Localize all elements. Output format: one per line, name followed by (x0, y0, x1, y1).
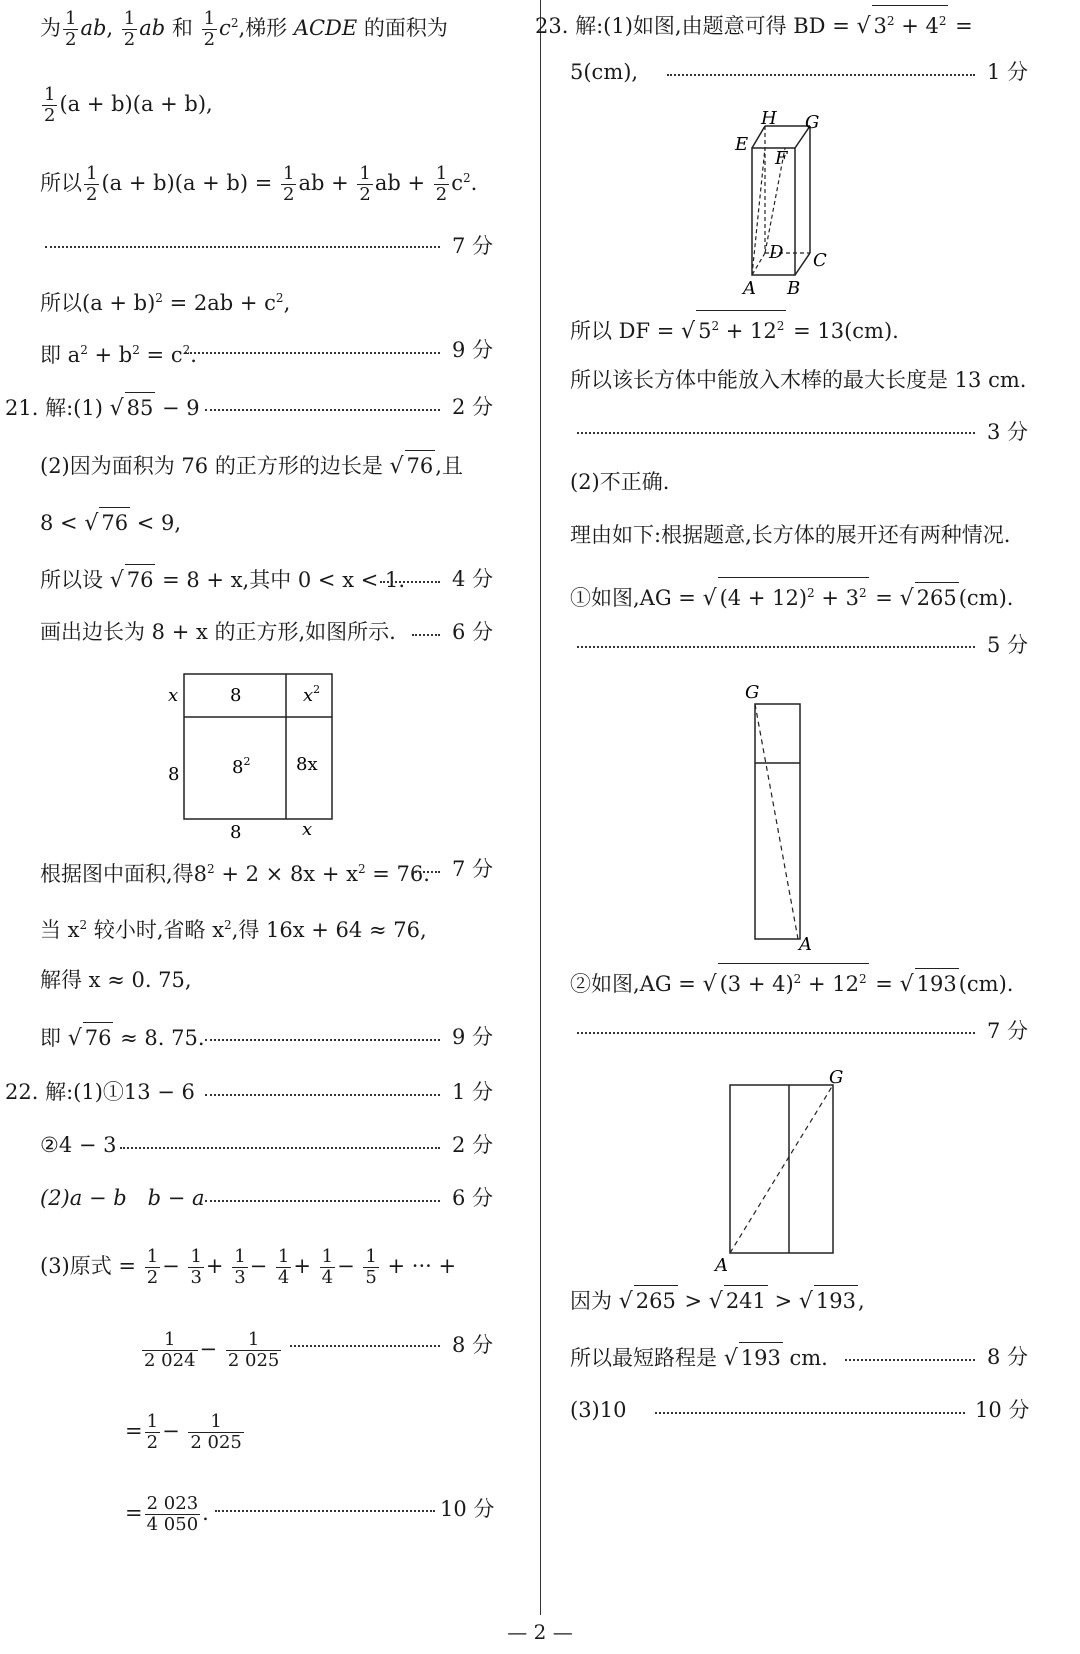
label-8x-right: 8x (296, 754, 318, 775)
fraction: $\frac{1}{2}$ (359, 163, 371, 205)
text-line: 理由如下:根据题意,长方体的展开还有两种情况. (570, 523, 1011, 547)
fraction: $\frac{1}{2}$ (65, 8, 77, 50)
text-line: 所以 $\frac{1}{2}$ (a + b)(a + b) = $\frac{1}{2}$ ab + $\frac{1}{2}$ ab + $\frac{1}{2}$ $c^2$. (40, 163, 478, 205)
svg-text:G: G (805, 112, 820, 133)
text-line: 所以该长方体中能放入木棒的最大长度是 13 cm. (570, 368, 1027, 392)
svg-text:A: A (715, 1255, 728, 1276)
score: 10 分 (440, 1497, 495, 1521)
text-line: ②4 − 3 (40, 1133, 117, 1157)
score: 1 分 (452, 1080, 494, 1104)
score: 3 分 (987, 420, 1029, 444)
leader-dots (577, 644, 975, 648)
leader-dots (205, 1198, 440, 1202)
score: 2 分 (452, 1133, 494, 1157)
text-line: $\frac{1}{2}$ (a + b)(a + b), (44, 84, 213, 126)
leader-dots (45, 244, 440, 248)
fraction: $\frac{1}{2}$ (203, 8, 216, 50)
leader-dots (205, 407, 440, 411)
cuboid-figure (725, 108, 835, 308)
leader-dots (577, 1030, 975, 1034)
column-divider (540, 0, 541, 1615)
text-line: 画出边长为 8 + x 的正方形,如图所示. (40, 620, 396, 644)
unfold-figure-1 (735, 678, 825, 958)
page-number: — 2 — (507, 1620, 573, 1644)
score: 7 分 (987, 1019, 1029, 1043)
text-line: 所以$(a + b)^2 = 2ab + c^2$, (40, 291, 291, 315)
text-line: (2)不正确. (570, 470, 670, 494)
label-8-bottom: 8 (230, 822, 242, 843)
leader-dots (412, 632, 440, 636)
text-line: 因为 √ 265 > √ 241 > √ 193, (570, 1285, 865, 1317)
text-line: ①如图,AG = √ $(4 + 12)^2 + 3^2$ = √ 265(cm). (570, 577, 1013, 614)
svg-text:H: H (761, 108, 777, 129)
leader-dots (205, 1037, 440, 1041)
fraction: $\frac{1}{2}$ (86, 163, 98, 205)
text-line: 22. 解:(1)①13 − 6 (5, 1080, 195, 1104)
text-line: 根据图中面积,得$8^2 + 2 \times 8x + x^2 = 76$. (40, 862, 430, 886)
text-line: (2)a − b b − a (40, 1186, 205, 1210)
fraction: $\frac{1}{2}$ (435, 163, 448, 205)
score: 10 分 (975, 1398, 1030, 1422)
unfold-figure-2 (715, 1065, 865, 1280)
svg-text:G: G (829, 1067, 844, 1088)
leader-dots (290, 1343, 440, 1347)
score: 9 分 (452, 338, 494, 362)
leader-dots (215, 1508, 435, 1512)
text-line: 即 $a^2 + b^2 = c^2$. (40, 343, 197, 367)
svg-text:D: D (769, 242, 784, 263)
text-line: 8 < √ 76 < 9, (40, 507, 181, 539)
label-8sq: $8^2$ (232, 755, 251, 778)
fraction: $\frac{1}{2}$ (123, 8, 136, 50)
text-line: (3)10 (570, 1398, 627, 1422)
label-8-left: 8 (168, 764, 180, 785)
text-line: 为 $\frac{1}{2}$ ab, $\frac{1}{2}$ ab 和 $\frac{1}{2}$ $c^2$,梯形 ACDE 的面积为 (40, 8, 448, 50)
label-x-left: x (168, 685, 179, 706)
fraction: $\frac{1}{2}$ (283, 163, 295, 205)
leader-dots (205, 1092, 440, 1096)
leader-dots (380, 579, 440, 583)
text-line: 解得 x ≈ 0. 75, (40, 968, 192, 992)
text-line: 当 $x^2$ 较小时,省略 $x^2$,得 16x + 64 ≈ 76, (40, 918, 427, 942)
text-line: 所以设 √ 76 = 8 + x,其中 0 < x < 1. (40, 564, 405, 596)
text-line: = $\frac{1}{2}$ − $\frac{1}{2 025}$ (125, 1411, 242, 1453)
svg-text:B: B (787, 278, 801, 299)
text-line: 5(cm), (570, 60, 639, 84)
text-line: 所以 DF = √ $5^2 + 12^2 = 13(cm)$. (570, 310, 899, 347)
square-figure (160, 668, 360, 848)
text-line: 所以最短路程是 √ 193 cm. (570, 1342, 828, 1374)
score: 2 分 (452, 395, 494, 419)
text-line: 21. 解:(1) √ 85 − 9 (5, 392, 200, 424)
score: 1 分 (987, 60, 1029, 84)
svg-text:F: F (775, 148, 788, 169)
svg-text:C: C (813, 250, 827, 271)
text-line: $\frac{1}{2 024}$ − $\frac{1}{2 025}$ (144, 1329, 280, 1371)
leader-dots (577, 430, 975, 434)
svg-text:A: A (743, 278, 756, 299)
score: 8 分 (452, 1333, 494, 1357)
score: 6 分 (452, 1186, 494, 1210)
score: 7 分 (452, 857, 494, 881)
svg-text:A: A (799, 934, 812, 955)
fraction: $\frac{1}{2}$ (44, 84, 56, 126)
score: 9 分 (452, 1025, 494, 1049)
leader-dots (412, 869, 440, 873)
leader-dots (667, 72, 975, 76)
svg-text:E: E (735, 134, 749, 155)
leader-dots (845, 1357, 975, 1361)
label-x-bottom: x (302, 819, 313, 840)
leader-dots (185, 350, 440, 354)
leader-dots (655, 1410, 965, 1414)
text-line: 即 √ 76 ≈ 8. 75. (40, 1022, 205, 1054)
label-x2: $x^2$ (303, 683, 321, 706)
score: 7 分 (452, 234, 494, 258)
score: 5 分 (987, 633, 1029, 657)
label-8x-top: 8 (230, 685, 242, 706)
text-line: ②如图,AG = √ $(3 + 4)^2 + 12^2$ = √ 193(cm). (570, 963, 1013, 1000)
svg-text:G: G (745, 682, 760, 703)
score: 8 分 (987, 1345, 1029, 1369)
text-line: (3)原式 = $\frac{1}{2}$ − $\frac{1}{3}$ + $\frac{1}{3}$ − $\frac{1}{4}$ + $\frac{1}{4}$ − $\frac{1}{5}$ + ··· + (40, 1246, 457, 1288)
score: 6 分 (452, 620, 494, 644)
text-line: (2)因为面积为 76 的正方形的边长是 √ 76,且 (40, 450, 463, 482)
leader-dots (120, 1145, 440, 1149)
text-line: = $\frac{2 023}{4 050}$ . (125, 1493, 209, 1535)
score: 4 分 (452, 567, 494, 591)
text-line: 23. 解:(1)如图,由题意可得 BD = √ $3^2 + 4^2$ = (535, 5, 973, 42)
